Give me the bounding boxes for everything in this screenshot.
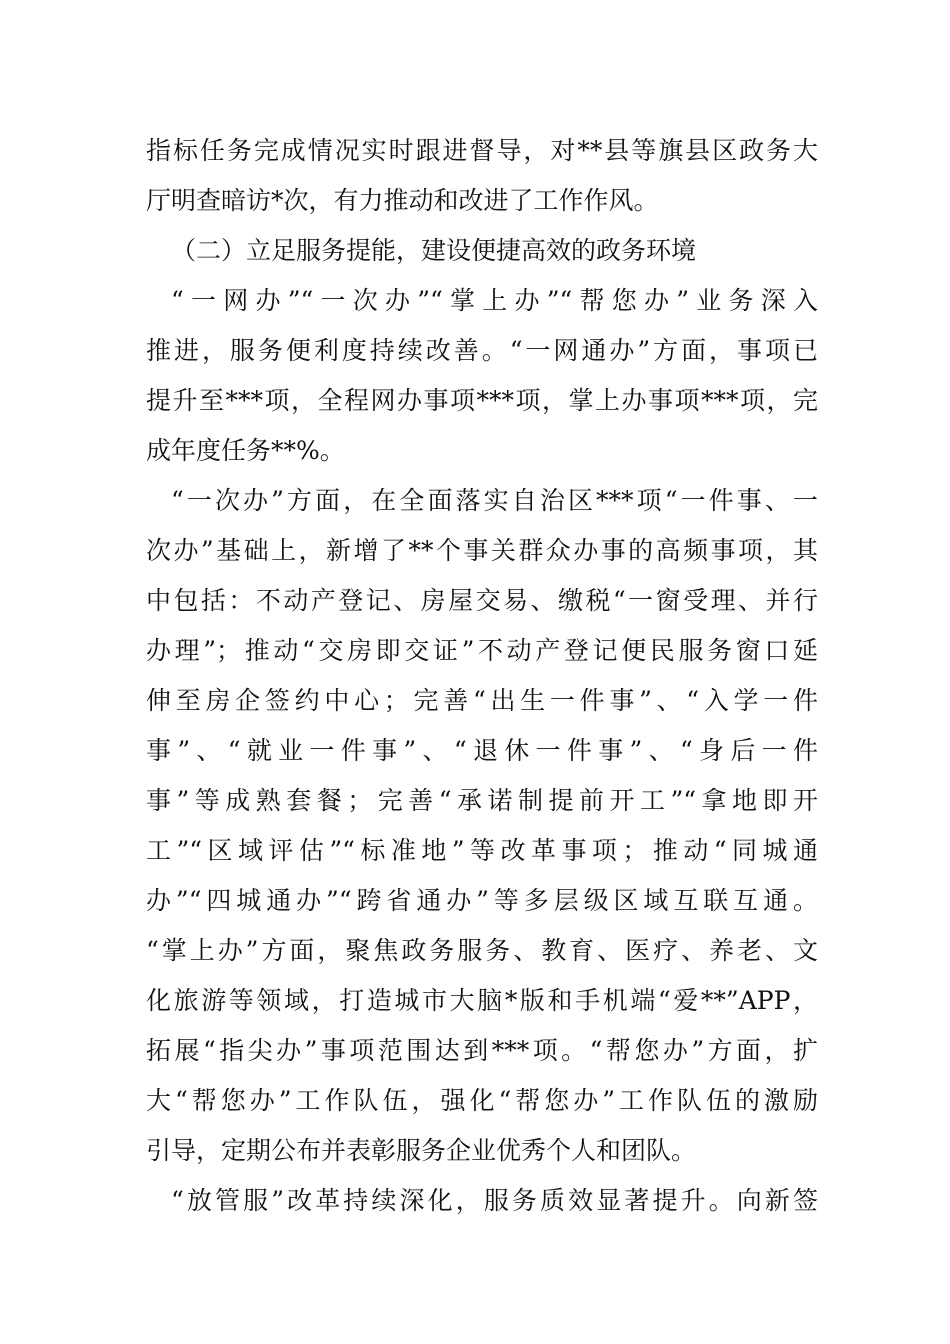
text-line: 推进，服务便利度持续改善。“一网通办”方面，事项已 xyxy=(146,336,818,365)
text-line: “一网办”“一次办”“掌上办”“帮您办”业务深入 xyxy=(171,286,818,315)
text-line: 引导，定期公布并表彰服务企业优秀个人和团队。 xyxy=(146,1136,697,1165)
text-line: 大“帮您办”工作队伍，强化“帮您办”工作队伍的激励 xyxy=(146,1086,818,1115)
text-line: 伸至房企签约中心；完善“出生一件事”、“入学一件 xyxy=(146,686,818,715)
text-line: 提升至***项，全程网办事项***项，掌上办事项***项，完 xyxy=(146,386,818,415)
text-line: 指标任务完成情况实时跟进督导，对**县等旗县区政务大 xyxy=(146,136,818,165)
section-heading: （二）立足服务提能，建设便捷高效的政务环境 xyxy=(171,236,697,265)
text-line: 工”“区域评估”“标准地”等改革事项；推动“同城通 xyxy=(146,836,818,865)
text-line: 次办”基础上，新增了**个事关群众办事的高频事项，其 xyxy=(146,536,818,565)
text-line: “放管服”改革持续深化，服务质效显著提升。向新签 xyxy=(171,1186,818,1215)
text-line: 成年度任务**%。 xyxy=(146,436,345,465)
body-text xyxy=(146,126,818,1226)
text-line: 厅明查暗访*次，有力推动和改进了工作作风。 xyxy=(146,186,659,215)
text-line: “一次办”方面，在全面落实自治区***项“一件事、一 xyxy=(171,486,818,515)
text-line: 办”“四城通办”“跨省通办”等多层级区域互联互通。 xyxy=(146,886,818,915)
text-line: “掌上办”方面，聚焦政务服务、教育、医疗、养老、文 xyxy=(146,936,818,965)
text-line: 化旅游等领域，打造城市大脑*版和手机端“爱**”APP， xyxy=(146,986,818,1015)
text-line: 事”、“就业一件事”、“退休一件事”、“身后一件 xyxy=(146,736,818,765)
text-line: 中包括：不动产登记、房屋交易、缴税“一窗受理、并行 xyxy=(146,586,818,615)
text-line: 拓展“指尖办”事项范围达到***项。“帮您办”方面，扩 xyxy=(146,1036,818,1065)
text-line: 事”等成熟套餐；完善“承诺制提前开工”“拿地即开 xyxy=(146,786,818,815)
text-line: 办理”；推动“交房即交证”不动产登记便民服务窗口延 xyxy=(146,636,818,665)
